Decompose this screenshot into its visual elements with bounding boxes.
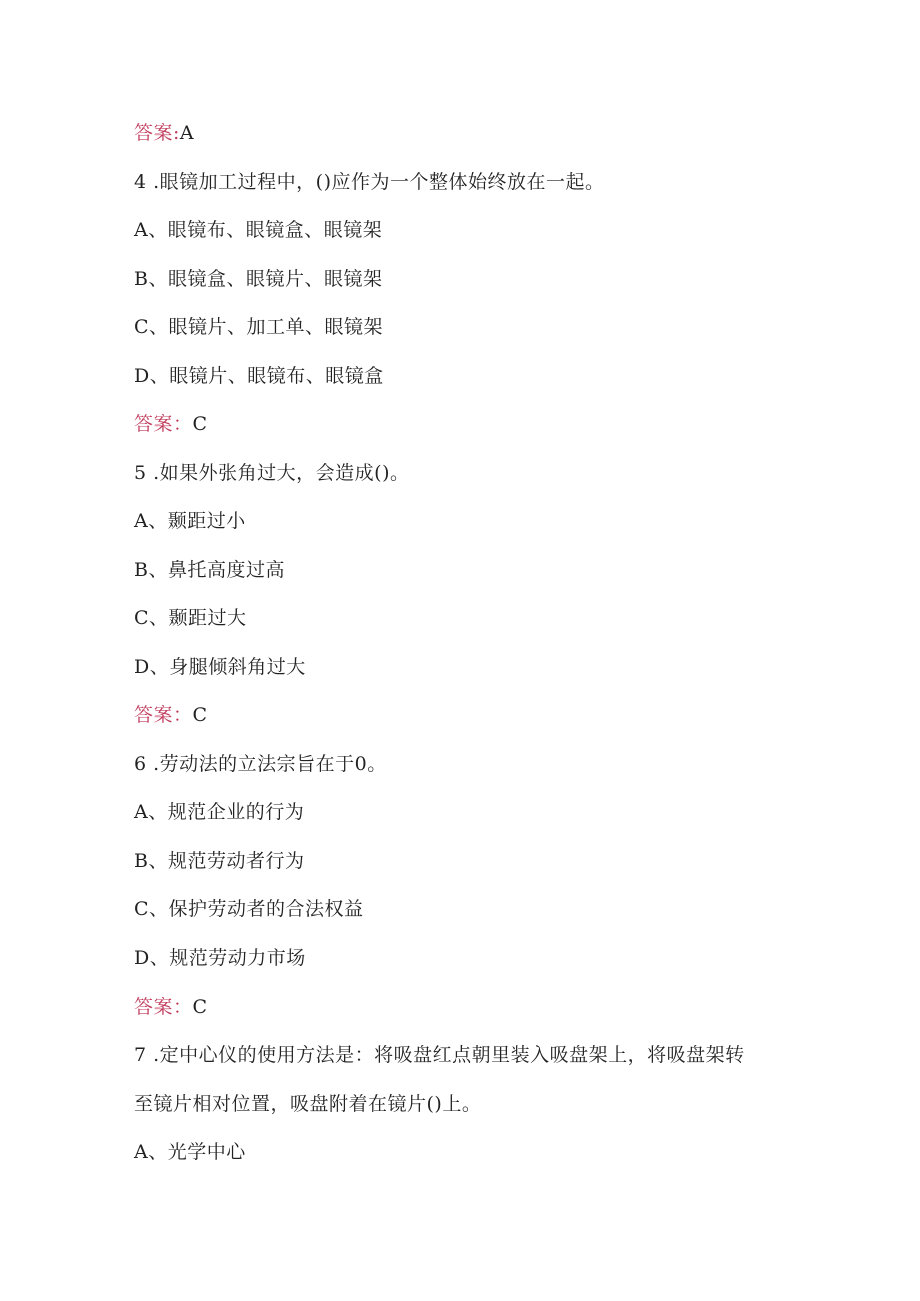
answer-label: 答案： bbox=[134, 413, 193, 435]
question-4-text: 4 .眼镜加工过程中，()应作为一个整体始终放在一起。 bbox=[134, 171, 605, 193]
question-4-option-c: C、眼镜片、加工单、眼镜架 bbox=[134, 316, 384, 338]
question-5-option-d: D、身腿倾斜角过大 bbox=[134, 656, 306, 678]
question-5-option-c: C、颞距过大 bbox=[134, 607, 247, 629]
question-7-option-a: A、光学中心 bbox=[134, 1141, 246, 1163]
question-6-option-c: C、保护劳动者的合法权益 bbox=[134, 898, 364, 920]
answer-value: C bbox=[192, 413, 208, 435]
question-5-text: 5 .如果外张角过大，会造成()。 bbox=[134, 462, 410, 484]
answer-value: C bbox=[192, 704, 208, 726]
answer-value: C bbox=[192, 996, 208, 1018]
question-4-option-b: B、眼镜盒、眼镜片、眼镜架 bbox=[134, 268, 383, 290]
answer-line-6 bbox=[134, 995, 208, 1019]
question-5-option-a: A、颞距过小 bbox=[134, 510, 246, 532]
question-4-option-d: D、眼镜片、眼镜布、眼镜盒 bbox=[134, 365, 384, 387]
answer-label: 答案： bbox=[134, 996, 193, 1018]
question-6-text: 6 .劳动法的立法宗旨在于0。 bbox=[134, 753, 387, 775]
answer-line-4 bbox=[134, 412, 208, 436]
question-6-option-a: A、规范企业的行为 bbox=[134, 801, 305, 823]
question-6-option-d: D、规范劳动力市场 bbox=[134, 947, 306, 969]
question-5-option-b: B、鼻托高度过高 bbox=[134, 559, 285, 581]
question-7-text-line-1: 7 .定中心仪的使用方法是：将吸盘红点朝里装入吸盘架上，将吸盘架转 bbox=[134, 1044, 745, 1066]
question-7-text-line-2: 至镜片相对位置，吸盘附着在镜片()上。 bbox=[134, 1093, 482, 1115]
answer-line-5 bbox=[134, 703, 208, 727]
answer-line-3 bbox=[134, 121, 194, 145]
question-6-option-b: B、规范劳动者行为 bbox=[134, 850, 305, 872]
question-4-option-a: A、眼镜布、眼镜盒、眼镜架 bbox=[134, 219, 383, 241]
answer-label: 答案： bbox=[134, 704, 193, 726]
answer-label: 答案: bbox=[134, 122, 180, 144]
answer-value: A bbox=[179, 122, 195, 144]
